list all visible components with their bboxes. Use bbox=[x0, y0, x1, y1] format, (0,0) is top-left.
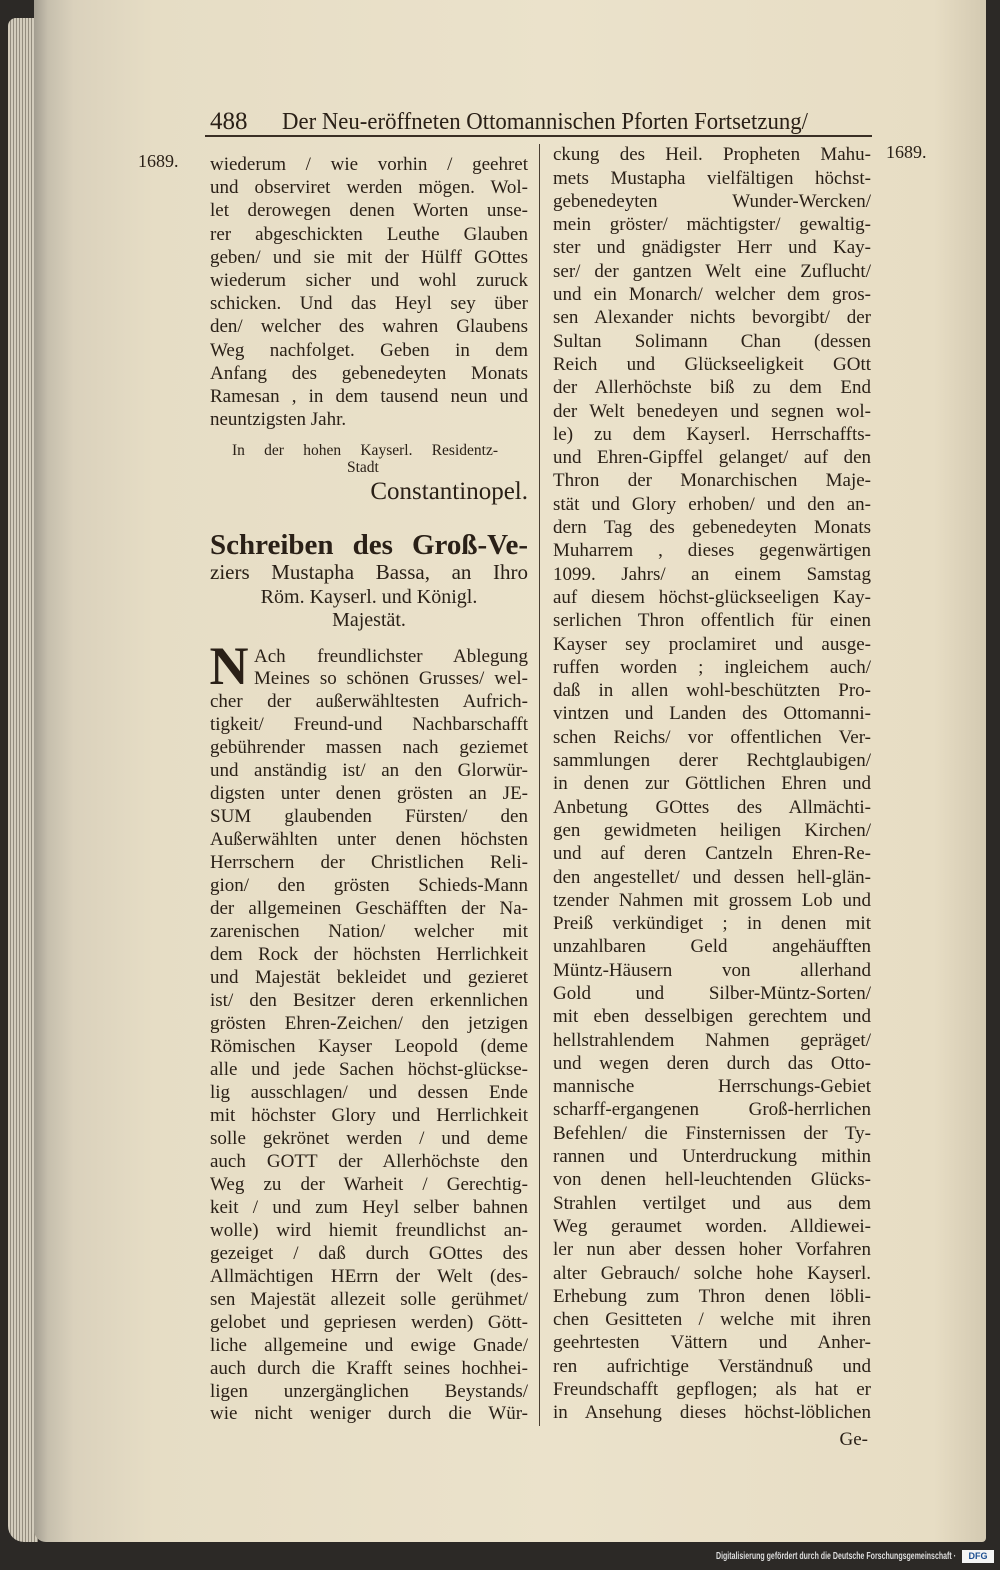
line-text: auch durch die Krafft seines hochhei- bbox=[210, 1357, 528, 1379]
text-line bbox=[553, 213, 871, 236]
line-text: Ach freundlichster Ablegung bbox=[254, 645, 528, 667]
dfg-logo: DFG bbox=[962, 1550, 994, 1563]
text-line bbox=[553, 1308, 871, 1331]
footer-credit bbox=[716, 1550, 956, 1563]
line-text: alle und jede Sachen höchst-glückse- bbox=[210, 1058, 528, 1080]
text-line bbox=[553, 749, 871, 772]
left-column-opening-text bbox=[210, 153, 528, 431]
line-text: ligen unzergänglichen Beystands/ bbox=[210, 1380, 528, 1402]
city-name bbox=[210, 478, 528, 506]
line-text: tigkeit/ Freund-und Nachbarschafft bbox=[210, 714, 528, 736]
line-text: unzahlbaren Geld angehäufften bbox=[553, 936, 871, 958]
line-text: Meines so schönen Grusses/ wel- bbox=[254, 668, 528, 690]
line-text: Befehlen/ die Finsternissen der Ty- bbox=[553, 1122, 871, 1144]
text-line bbox=[210, 1358, 528, 1381]
line-text: dern Tag des gebenedeyten Monats bbox=[553, 517, 871, 539]
letter-heading-text: ziers Mustapha Bassa, an Ihro bbox=[210, 560, 528, 584]
line-text: rer abgeschickten Leuthe Glauben bbox=[210, 223, 528, 245]
line-text: sammlungen derer Rechtglaubigen/ bbox=[553, 750, 871, 772]
text-line bbox=[553, 772, 871, 795]
text-line bbox=[210, 714, 528, 737]
line-text: und auf deren Cantzeln Ehren-Re- bbox=[553, 843, 871, 865]
text-line bbox=[210, 783, 528, 806]
line-text: chen Gesitteten / welche mit ihren bbox=[553, 1309, 871, 1331]
text-line bbox=[553, 819, 871, 842]
text-line bbox=[553, 959, 871, 982]
text-line bbox=[553, 1122, 871, 1145]
line-text: Römischen Kayser Leopold (deme bbox=[210, 1035, 528, 1057]
text-line bbox=[210, 1266, 528, 1289]
running-title bbox=[282, 108, 808, 136]
right-column-text bbox=[553, 143, 871, 1424]
letter-heading bbox=[210, 526, 528, 564]
footer-credit-text: Digitalisierung gefördert durch die Deutsche Forschungsgemeinschaft · bbox=[716, 1551, 956, 1562]
line-text: wolle) wird hiemit freundlichst an- bbox=[210, 1219, 528, 1241]
line-text: serlichen Thron offentlich für einen bbox=[553, 610, 871, 632]
line-text: in denen zur Göttlichen Ehren und bbox=[553, 773, 871, 795]
text-line bbox=[210, 1128, 528, 1151]
text-line bbox=[553, 260, 871, 283]
text-line bbox=[553, 1075, 871, 1098]
line-text: Allmächtigen HErrn der Welt (des- bbox=[210, 1265, 528, 1287]
line-text: gion/ den grösten Schieds-Mann bbox=[210, 875, 528, 897]
line-text: und Majestät bekleidet und gezieret bbox=[210, 967, 528, 989]
line-text: von denen hell-leuchtenden Glücks- bbox=[553, 1169, 871, 1191]
text-line bbox=[553, 889, 871, 912]
line-text: neuntzigsten Jahr. bbox=[210, 409, 347, 431]
line-text: mit höchster Glory und Herrlichkeit bbox=[210, 1104, 528, 1126]
text-line bbox=[553, 866, 871, 889]
line-text: gen gewidmeten heiligen Kirchen/ bbox=[553, 819, 871, 841]
text-line bbox=[254, 646, 528, 669]
line-text: der Welt benedeyen und segnen wol- bbox=[553, 400, 871, 422]
line-text: gebührender massen nach geziemet bbox=[210, 737, 528, 759]
text-line bbox=[210, 246, 528, 269]
line-text: gelobet und gepriesen werden) Gött- bbox=[210, 1311, 528, 1333]
text-line bbox=[553, 1192, 871, 1215]
text-line bbox=[210, 1197, 528, 1220]
dateline bbox=[347, 459, 379, 477]
line-text: mets Mustapha vielfältigen höchst- bbox=[553, 167, 871, 189]
text-line bbox=[210, 199, 528, 222]
text-line bbox=[553, 982, 871, 1005]
text-line bbox=[210, 1059, 528, 1082]
line-text: keit / und zum Heyl selber bahnen bbox=[210, 1196, 528, 1218]
text-line bbox=[553, 609, 871, 632]
text-line bbox=[210, 875, 528, 898]
text-line bbox=[210, 806, 528, 829]
line-text: und observiret werden mögen. Wol- bbox=[210, 177, 528, 199]
text-line bbox=[553, 1285, 871, 1308]
text-line bbox=[210, 990, 528, 1013]
line-text: gebenedeyten Wunder-Wercken/ bbox=[553, 190, 871, 212]
line-text: Müntz-Häusern von allerhand bbox=[553, 959, 871, 981]
text-line bbox=[210, 269, 528, 292]
line-text: Freundschafft gepflogen; als hat er bbox=[553, 1379, 871, 1401]
line-text: liche allgemeine und ewige Gnade/ bbox=[210, 1334, 528, 1356]
line-text: daß in allen wohl-beschützten Pro- bbox=[553, 680, 871, 702]
text-line bbox=[210, 223, 528, 246]
text-line bbox=[210, 852, 528, 875]
line-text: Anfang des gebenedeyten Monats bbox=[210, 362, 528, 384]
text-line bbox=[553, 190, 871, 213]
line-text: mein gröster/ mächtigster/ gewaltig- bbox=[553, 214, 871, 236]
line-text: Ramesan , in dem tausend neun und bbox=[210, 386, 528, 408]
text-line bbox=[210, 967, 528, 990]
line-text: wie nicht weniger durch die Wür- bbox=[210, 1403, 528, 1425]
text-line bbox=[553, 563, 871, 586]
text-line bbox=[210, 691, 528, 714]
text-line bbox=[210, 408, 528, 431]
text-line bbox=[210, 315, 528, 338]
dateline bbox=[232, 442, 498, 460]
line-text: solle gekrönet werden / und deme bbox=[210, 1127, 528, 1149]
line-text: Weg zu der Warheit / Gerechtig- bbox=[210, 1173, 528, 1195]
line-text: mannische Herrschungs-Gebiet bbox=[553, 1076, 871, 1098]
line-text: Kayser sey proclamiret und ausge- bbox=[553, 633, 871, 655]
text-line bbox=[553, 1238, 871, 1261]
text-line bbox=[553, 656, 871, 679]
line-text: sen Alexander nichts bevorgibt/ der bbox=[553, 307, 871, 329]
text-line bbox=[553, 306, 871, 329]
text-line bbox=[553, 935, 871, 958]
line-text: Muharrem , dieses gegenwärtigen bbox=[553, 540, 871, 562]
line-text: und ein Monarch/ welcher dem gros- bbox=[553, 284, 871, 306]
line-text: Gold und Silber-Müntz-Sorten/ bbox=[553, 982, 871, 1004]
text-line bbox=[210, 944, 528, 967]
dateline-text: Stadt bbox=[347, 459, 379, 476]
line-text: wiederum sicher und wohl zuruck bbox=[210, 270, 528, 292]
line-text: ster und gnädigster Herr und Kay- bbox=[553, 237, 871, 259]
line-text: scharff-ergangenen Groß-herrlichen bbox=[553, 1099, 871, 1121]
text-line bbox=[210, 385, 528, 408]
line-text: Preiß verkündiget ; in denen mit bbox=[553, 913, 871, 935]
page-number bbox=[210, 108, 248, 136]
text-line bbox=[553, 1378, 871, 1401]
text-line bbox=[553, 586, 871, 609]
line-text: ruffen worden ; ingleichem auch/ bbox=[553, 656, 871, 678]
text-line bbox=[553, 330, 871, 353]
drop-cap: N bbox=[209, 636, 249, 696]
line-text: Strahlen vertilget und aus dem bbox=[553, 1192, 871, 1214]
catchword-text: Ge- bbox=[839, 1429, 868, 1450]
header-rule bbox=[205, 135, 872, 137]
line-text: zarenischen Nation/ welcher mit bbox=[210, 921, 528, 943]
page-number-text: 488 bbox=[210, 108, 248, 135]
text-line bbox=[210, 829, 528, 852]
line-text: der allgemeinen Geschäfften der Na- bbox=[210, 898, 528, 920]
text-line bbox=[210, 760, 528, 783]
text-line bbox=[210, 1289, 528, 1312]
line-text: alter Gebrauch/ solche hohe Kayserl. bbox=[553, 1262, 871, 1284]
text-line bbox=[553, 423, 871, 446]
text-line bbox=[210, 1243, 528, 1266]
text-line bbox=[210, 1335, 528, 1358]
text-line bbox=[553, 539, 871, 562]
text-line bbox=[210, 1220, 528, 1243]
text-line bbox=[553, 796, 871, 819]
line-text: auch GOTT der Allerhöchste den bbox=[210, 1150, 528, 1172]
text-line bbox=[210, 1151, 528, 1174]
text-line bbox=[210, 153, 528, 176]
text-line bbox=[553, 376, 871, 399]
text-line bbox=[553, 400, 871, 423]
line-text: den angestellet/ und dessen hell-glän- bbox=[553, 866, 871, 888]
text-line bbox=[553, 1355, 871, 1378]
text-line bbox=[553, 1005, 871, 1028]
line-text: Erhebung zum Thron denen löbli- bbox=[553, 1285, 871, 1307]
text-line bbox=[553, 1215, 871, 1238]
letter-heading bbox=[210, 560, 528, 584]
text-line bbox=[210, 921, 528, 944]
text-line bbox=[210, 1312, 528, 1335]
line-text: ist/ den Besitzer deren erkennlichen bbox=[210, 990, 528, 1012]
line-text: der Allerhöchste biß zu dem End bbox=[553, 377, 871, 399]
text-line bbox=[210, 1174, 528, 1197]
letter-heading-text: Röm. Kayserl. und Königl. bbox=[260, 586, 478, 608]
line-text: Anbetung GOttes des Allmächti- bbox=[553, 796, 871, 818]
text-line bbox=[553, 1098, 871, 1121]
city-name-text: Constantinopel. bbox=[370, 478, 528, 505]
line-text: Weg geraumet worden. Alldiewei- bbox=[553, 1215, 871, 1237]
dateline-text: In der hohen Kayserl. Residentz- bbox=[232, 442, 498, 459]
text-line bbox=[553, 1262, 871, 1285]
line-text: sen Majestät allezeit solle gerühmet/ bbox=[210, 1288, 528, 1310]
line-text: le) zu dem Kayserl. Herrschaffts- bbox=[553, 423, 871, 445]
text-line bbox=[210, 1403, 528, 1426]
line-text: gezeiget / daß durch GOttes des bbox=[210, 1242, 528, 1264]
text-line bbox=[210, 362, 528, 385]
line-text: rannen und Unterdruckung mithin bbox=[553, 1146, 871, 1168]
running-title-text: Der Neu-eröffneten Ottomannischen Pforten Fortsetzung/ bbox=[282, 109, 808, 135]
catchword bbox=[800, 1428, 868, 1452]
text-line bbox=[553, 236, 871, 259]
text-line bbox=[210, 1381, 528, 1404]
line-text: let derowegen denen Worten unse- bbox=[210, 200, 528, 222]
text-line bbox=[553, 353, 871, 376]
line-text: mit eben desselbigen gerechtem und bbox=[553, 1006, 871, 1028]
text-line bbox=[553, 167, 871, 190]
text-line bbox=[210, 1013, 528, 1036]
line-text: stät und Glory erhoben/ und den an- bbox=[553, 493, 871, 515]
text-line bbox=[210, 176, 528, 199]
text-line bbox=[553, 283, 871, 306]
text-line bbox=[210, 1036, 528, 1059]
line-text: ser/ der gantzen Welt eine Zuflucht/ bbox=[553, 260, 871, 282]
text-line bbox=[210, 898, 528, 921]
line-text: SUM glaubenden Fürsten/ den bbox=[210, 806, 528, 828]
margin-year-right bbox=[886, 141, 927, 163]
text-line bbox=[553, 446, 871, 469]
text-line bbox=[553, 1145, 871, 1168]
text-line bbox=[210, 1082, 528, 1105]
text-line bbox=[553, 679, 871, 702]
line-text: und Ehren-Gipffel gelanget/ auf den bbox=[553, 447, 871, 469]
text-line bbox=[553, 1029, 871, 1052]
line-text: digsten unter denen grösten an JE- bbox=[210, 783, 528, 805]
text-line bbox=[553, 1331, 871, 1354]
text-line bbox=[553, 912, 871, 935]
line-text: grösten Ehren-Zeichen/ den jetzigen bbox=[210, 1013, 528, 1034]
text-line bbox=[210, 339, 528, 362]
text-line bbox=[553, 516, 871, 539]
line-text: und wegen deren durch das Otto- bbox=[553, 1052, 871, 1074]
line-text: vintzen und Landen des Ottomanni- bbox=[553, 703, 871, 725]
text-line bbox=[553, 726, 871, 749]
letter-body-left bbox=[210, 646, 528, 1427]
text-line bbox=[553, 1401, 871, 1424]
margin-year-text: 1689. bbox=[886, 142, 927, 162]
line-text: ren aufrichtige Verständnuß und bbox=[553, 1355, 871, 1377]
text-line bbox=[210, 292, 528, 315]
letter-heading bbox=[210, 608, 528, 632]
line-text: in Ansehung dieses höchst-löblichen bbox=[553, 1402, 871, 1424]
text-line bbox=[553, 469, 871, 492]
line-text: und anständig ist/ an den Glorwür- bbox=[210, 760, 528, 782]
text-line bbox=[553, 143, 871, 166]
text-line bbox=[254, 668, 528, 691]
text-line bbox=[553, 1168, 871, 1191]
line-text: Weg nachfolget. Geben in dem bbox=[210, 339, 528, 361]
line-text: 1099. Jahrs/ an einem Samstag bbox=[553, 563, 871, 585]
line-text: Außerwählten unter denen höchsten bbox=[210, 829, 528, 851]
line-text: hellstrahlendem Nahmen gepräget/ bbox=[553, 1029, 871, 1051]
line-text: den/ welcher des wahren Glaubens bbox=[210, 316, 528, 338]
line-text: tzender Nahmen mit grossem Lob und bbox=[553, 889, 871, 911]
line-text: ler nun aber dessen hoher Vorfahren bbox=[553, 1239, 871, 1261]
line-text: auf diesem höchst-glückseeligen Kay- bbox=[553, 586, 871, 608]
letter-heading-text: Schreiben des Groß-Ve- bbox=[210, 529, 528, 561]
line-text: Herrschern der Christlichen Reli- bbox=[210, 852, 528, 874]
margin-year-text: 1689. bbox=[138, 151, 179, 171]
text-line bbox=[553, 702, 871, 725]
line-text: lig ausschlagen/ und dessen Ende bbox=[210, 1081, 528, 1103]
line-text: Reich und Glückseeligkeit GOtt bbox=[553, 353, 871, 375]
line-text: ckung des Heil. Propheten Mahu- bbox=[553, 144, 871, 166]
column-rule bbox=[539, 144, 540, 1426]
line-text: schen Reichs/ vor offentlichen Ver- bbox=[553, 726, 871, 748]
line-text: wiederum / wie vorhin / geehret bbox=[210, 154, 528, 175]
text-line bbox=[553, 1052, 871, 1075]
line-text: geehrtesten Vättern und Anher- bbox=[553, 1332, 871, 1354]
text-line bbox=[553, 842, 871, 865]
text-line bbox=[553, 633, 871, 656]
margin-year-left bbox=[138, 150, 179, 172]
line-text: Sultan Solimann Chan (dessen bbox=[553, 330, 871, 352]
line-text: schicken. Und das Heyl sey über bbox=[210, 293, 528, 315]
text-line bbox=[210, 1105, 528, 1128]
line-text: cher der außerwähltesten Aufrich- bbox=[210, 691, 528, 713]
line-text: dem Rock der höchsten Herrlichkeit bbox=[210, 944, 528, 966]
letter-heading bbox=[210, 585, 528, 609]
text-line bbox=[210, 737, 528, 760]
text-line bbox=[553, 493, 871, 516]
line-text: geben/ und sie mit der Hülff GOttes bbox=[210, 246, 528, 268]
letter-heading-text: Majestät. bbox=[332, 609, 406, 631]
line-text: Thron der Monarchischen Maje- bbox=[553, 470, 871, 492]
